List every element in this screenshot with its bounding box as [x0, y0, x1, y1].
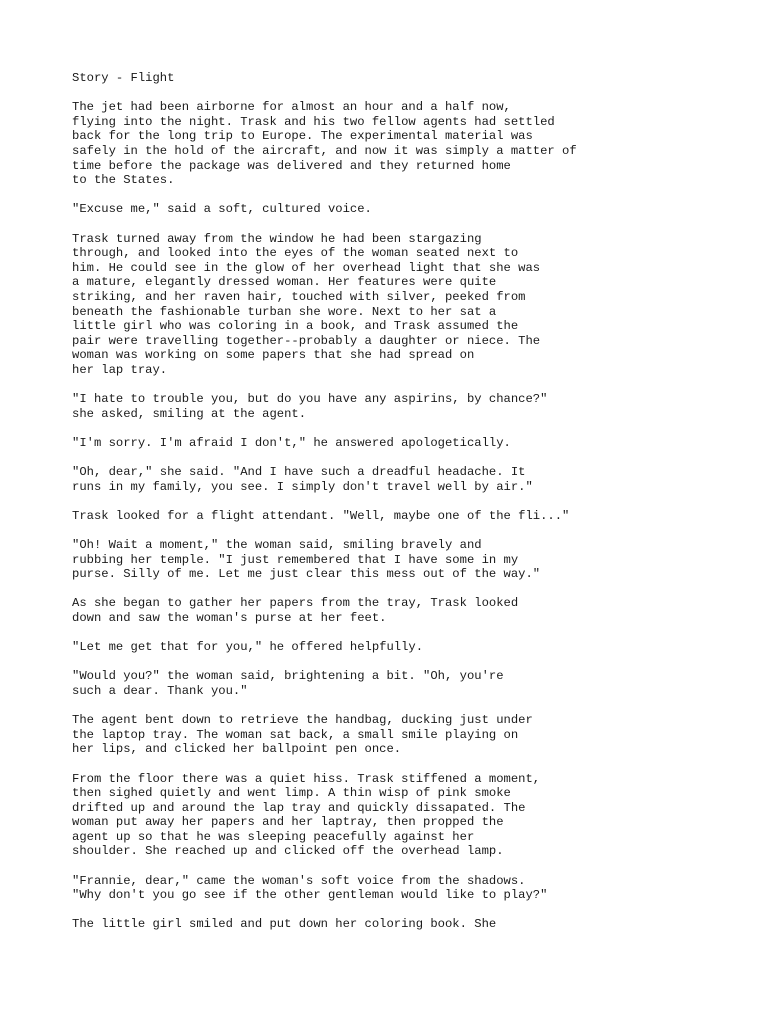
story-paragraph: [72, 874, 752, 903]
text-line: The jet had been airborne for almost an hour and a half now,: [72, 100, 511, 115]
story-paragraph: [72, 538, 752, 582]
text-line: "Frannie, dear," came the woman's soft voice from the shadows.: [72, 873, 526, 888]
text-line: her lap tray.: [72, 362, 168, 377]
story-paragraph: [72, 202, 752, 217]
text-line: flying into the night. Trask and his two fellow agents had settled: [72, 114, 555, 129]
text-line: "Oh, dear," she said. "And I have such a dreadful headache. It: [72, 465, 526, 480]
text-line: time before the package was delivered and they returned home: [72, 158, 511, 173]
text-line: down and saw the woman's purse at her feet.: [72, 610, 387, 625]
text-line: pair were travelling together--probably a daughter or niece. The: [72, 333, 541, 348]
text-line: "Excuse me," said a soft, cultured voice.: [72, 202, 372, 217]
text-line: purse. Silly of me. Let me just clear this mess out of the way.": [72, 567, 541, 582]
text-line: "I hate to trouble you, but do you have any aspirins, by chance?": [72, 392, 548, 407]
document-title: Story - Flight: [72, 71, 175, 85]
text-line: runs in my family, you see. I simply don't travel well by air.": [72, 479, 533, 494]
text-line: a mature, elegantly dressed woman. Her features were quite: [72, 275, 497, 290]
text-line: to the States.: [72, 173, 175, 188]
text-line: "Would you?" the woman said, brightening a bit. "Oh, you're: [72, 669, 504, 684]
story-paragraph: [72, 392, 752, 421]
text-line: striking, and her raven hair, touched with silver, peeked from: [72, 289, 526, 304]
document-page: [72, 71, 752, 947]
text-line: agent up so that he was sleeping peacefully against her: [72, 829, 475, 844]
text-line: her lips, and clicked her ballpoint pen once.: [72, 742, 402, 757]
text-line: woman was working on some papers that she had spread on: [72, 348, 475, 363]
text-line: drifted up and around the lap tray and quickly dissapated. The: [72, 800, 526, 815]
text-line: then sighed quietly and went limp. A thin wisp of pink smoke: [72, 786, 511, 801]
story-paragraph: [72, 436, 752, 451]
story-paragraph: [72, 917, 752, 932]
text-line: such a dear. Thank you.": [72, 683, 248, 698]
text-line: "Why don't you go see if the other gentleman would like to play?": [72, 888, 548, 903]
story-paragraph: [72, 509, 752, 524]
text-line: little girl who was coloring in a book, and Trask assumed the: [72, 319, 519, 334]
text-line: shoulder. She reached up and clicked off the overhead lamp.: [72, 844, 504, 859]
story-paragraph: [72, 669, 752, 698]
text-line: woman put away her papers and her laptray, then propped the: [72, 815, 504, 830]
text-line: him. He could see in the glow of her overhead light that she was: [72, 260, 541, 275]
text-line: As she began to gather her papers from the tray, Trask looked: [72, 596, 519, 611]
text-line: Trask looked for a flight attendant. "Well, maybe one of the fli...": [72, 508, 570, 523]
text-line: "Let me get that for you," he offered helpfully.: [72, 640, 424, 655]
story-paragraph: [72, 465, 752, 494]
text-line: the laptop tray. The woman sat back, a small smile playing on: [72, 727, 519, 742]
story-paragraph: [72, 100, 752, 188]
text-line: "Oh! Wait a moment," the woman said, smiling bravely and: [72, 538, 482, 552]
text-line: From the floor there was a quiet hiss. Trask stiffened a moment,: [72, 771, 541, 786]
text-line: through, and looked into the eyes of the woman seated next to: [72, 246, 519, 261]
story-paragraph: [72, 232, 752, 378]
story-paragraph: [72, 713, 752, 757]
text-line: rubbing her temple. "I just remembered that I have some in my: [72, 552, 519, 567]
text-line: beneath the fashionable turban she wore. Next to her sat a: [72, 304, 497, 319]
text-line: Trask turned away from the window he had been stargazing: [72, 231, 482, 246]
text-line: The little girl smiled and put down her coloring book. She: [72, 917, 497, 932]
text-line: she asked, smiling at the agent.: [72, 406, 307, 421]
story-paragraph: [72, 772, 752, 860]
text-line: "I'm sorry. I'm afraid I don't," he answered apologetically.: [72, 435, 511, 450]
text-line: back for the long trip to Europe. The experimental material was: [72, 129, 533, 144]
story-paragraph: [72, 640, 752, 655]
text-line: safely in the hold of the aircraft, and now it was simply a matter of: [72, 143, 577, 158]
story-body: [72, 100, 752, 932]
text-line: The agent bent down to retrieve the handbag, ducking just under: [72, 713, 533, 728]
story-paragraph: [72, 596, 752, 625]
